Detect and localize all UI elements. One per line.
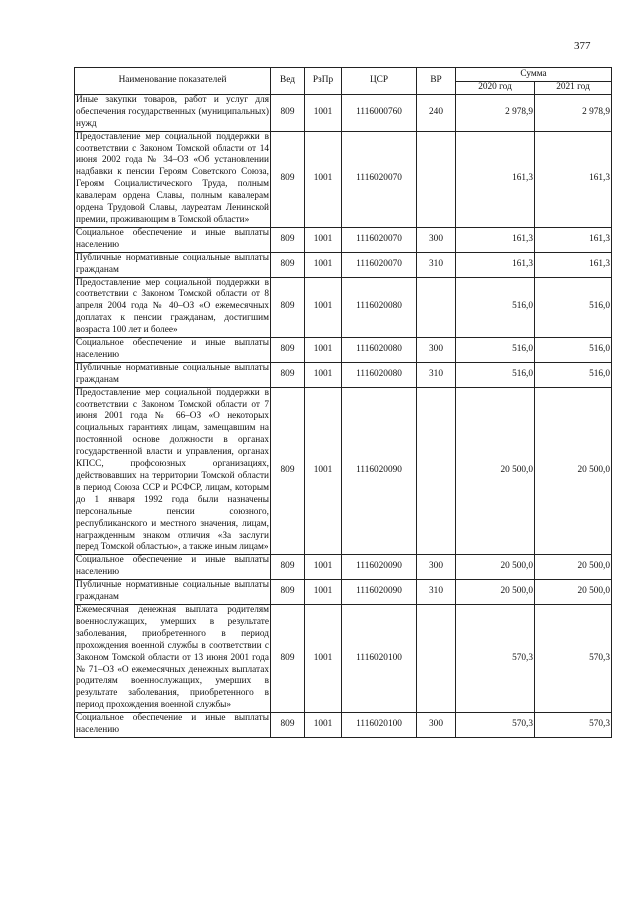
row-ved: 809 <box>271 131 305 227</box>
row-name: Социальное обеспечение и иные выплаты населению <box>75 713 271 738</box>
row-rzpr: 1001 <box>305 555 342 580</box>
row-ved: 809 <box>271 227 305 252</box>
page-number: 377 <box>574 40 591 52</box>
row-2020: 20 500,0 <box>456 580 535 605</box>
row-vr <box>417 604 456 712</box>
header-rzpr: РзПр <box>305 68 342 95</box>
header-2021: 2021 год <box>535 82 612 95</box>
row-name: Предоставление мер социальной поддержки в соответствии с Законом Томской области от 7 июня 2001 года № 66–ОЗ «О некоторых социальных гарантиях лицам, замещавшим на постоянной основе должности в органах государственной власти и управления, органах КПСС, профсоюзных организациях, действовавших на территории Томской области в период Союза ССР и РСФСР, лицам, которым до 1 января 1992 года были назначены персональные пенсии союзного, республиканского и местного значения, лицам, награжденным знаком отличия «За заслуги перед Томской областью», а также иным лицам» <box>75 387 271 555</box>
row-csr: 1116020090 <box>342 580 417 605</box>
row-rzpr: 1001 <box>305 713 342 738</box>
table-row <box>75 713 612 738</box>
row-2021: 161,3 <box>535 252 612 277</box>
row-csr: 1116020100 <box>342 604 417 712</box>
row-2021: 570,3 <box>535 713 612 738</box>
table-row <box>75 277 612 338</box>
row-2021: 570,3 <box>535 604 612 712</box>
row-csr: 1116020070 <box>342 252 417 277</box>
row-rzpr: 1001 <box>305 387 342 555</box>
row-rzpr: 1001 <box>305 252 342 277</box>
row-2020: 516,0 <box>456 277 535 338</box>
row-name: Социальное обеспечение и иные выплаты населению <box>75 555 271 580</box>
row-name: Публичные нормативные социальные выплаты гражданам <box>75 252 271 277</box>
header-sum: Сумма <box>456 68 612 82</box>
row-ved: 809 <box>271 94 305 131</box>
row-ved: 809 <box>271 338 305 363</box>
row-vr: 310 <box>417 362 456 387</box>
row-vr: 300 <box>417 338 456 363</box>
row-2021: 20 500,0 <box>535 580 612 605</box>
row-name: Иные закупки товаров, работ и услуг для обеспечения государственных (муниципальных) нужд <box>75 94 271 131</box>
row-2020: 516,0 <box>456 362 535 387</box>
row-rzpr: 1001 <box>305 604 342 712</box>
table-row <box>75 580 612 605</box>
row-2021: 20 500,0 <box>535 387 612 555</box>
row-vr: 300 <box>417 713 456 738</box>
row-vr: 310 <box>417 580 456 605</box>
row-csr: 1116020090 <box>342 387 417 555</box>
table-row <box>75 131 612 227</box>
row-ved: 809 <box>271 387 305 555</box>
table-row <box>75 604 612 712</box>
row-2021: 516,0 <box>535 338 612 363</box>
row-2020: 161,3 <box>456 227 535 252</box>
row-csr: 1116020070 <box>342 227 417 252</box>
header-vr: ВР <box>417 68 456 95</box>
row-csr: 1116020080 <box>342 277 417 338</box>
row-name: Ежемесячная денежная выплата родителям военнослужащих, умерших в результате заболевания, приобретенного в период прохождения военной службы в соответствии с Законом Томской области от 13 июня 2001 года № 71–ОЗ «О ежемесячных денежных выплатах родителям военнослужащих, умерших в результате заболевания, приобретенного в период прохождения военной службы» <box>75 604 271 712</box>
row-ved: 809 <box>271 580 305 605</box>
table-row <box>75 362 612 387</box>
row-name: Социальное обеспечение и иные выплаты населению <box>75 227 271 252</box>
row-vr <box>417 277 456 338</box>
table-row <box>75 227 612 252</box>
row-2020: 161,3 <box>456 252 535 277</box>
row-csr: 1116020080 <box>342 338 417 363</box>
row-ved: 809 <box>271 252 305 277</box>
row-rzpr: 1001 <box>305 362 342 387</box>
header-ved: Вед <box>271 68 305 95</box>
row-name: Социальное обеспечение и иные выплаты населению <box>75 338 271 363</box>
row-2020: 570,3 <box>456 604 535 712</box>
table-row <box>75 387 612 555</box>
row-rzpr: 1001 <box>305 277 342 338</box>
row-name: Публичные нормативные социальные выплаты гражданам <box>75 362 271 387</box>
row-csr: 1116020090 <box>342 555 417 580</box>
row-ved: 809 <box>271 362 305 387</box>
header-name: Наименование показателей <box>75 68 271 95</box>
row-rzpr: 1001 <box>305 338 342 363</box>
row-2020: 2 978,9 <box>456 94 535 131</box>
row-vr: 240 <box>417 94 456 131</box>
row-vr <box>417 131 456 227</box>
table-row <box>75 94 612 131</box>
row-vr: 300 <box>417 555 456 580</box>
row-2020: 20 500,0 <box>456 387 535 555</box>
row-rzpr: 1001 <box>305 131 342 227</box>
row-name: Публичные нормативные социальные выплаты гражданам <box>75 580 271 605</box>
row-2021: 2 978,9 <box>535 94 612 131</box>
row-2021: 516,0 <box>535 277 612 338</box>
row-vr <box>417 387 456 555</box>
row-ved: 809 <box>271 277 305 338</box>
row-2020: 20 500,0 <box>456 555 535 580</box>
row-vr: 310 <box>417 252 456 277</box>
row-name: Предоставление мер социальной поддержки в соответствии с Законом Томской области от 14 июня 2002 года № 34–ОЗ «Об установлении надбавки к пенсии Героям Советского Союза, Героям Социалистического Труда, полным кавалерам ордена Славы, полным кавалерам ордена Трудовой Славы, лауреатам Ленинской премии, проживающим в Томской области» <box>75 131 271 227</box>
header-csr: ЦСР <box>342 68 417 95</box>
row-ved: 809 <box>271 713 305 738</box>
row-2021: 161,3 <box>535 131 612 227</box>
table-row <box>75 252 612 277</box>
row-csr: 1116020100 <box>342 713 417 738</box>
table-row <box>75 338 612 363</box>
header-2020: 2020 год <box>456 82 535 95</box>
budget-table <box>74 67 612 738</box>
row-2020: 161,3 <box>456 131 535 227</box>
row-ved: 809 <box>271 555 305 580</box>
row-2021: 161,3 <box>535 227 612 252</box>
row-csr: 1116020080 <box>342 362 417 387</box>
row-ved: 809 <box>271 604 305 712</box>
row-2020: 570,3 <box>456 713 535 738</box>
row-vr: 300 <box>417 227 456 252</box>
row-csr: 1116020070 <box>342 131 417 227</box>
row-rzpr: 1001 <box>305 94 342 131</box>
table-row <box>75 555 612 580</box>
row-rzpr: 1001 <box>305 227 342 252</box>
row-name: Предоставление мер социальной поддержки в соответствии с Законом Томской области от 8 апреля 2004 года № 40–ОЗ «О ежемесячных доплатах к пенсии гражданам, достигшим возраста 100 лет и более» <box>75 277 271 338</box>
row-2020: 516,0 <box>456 338 535 363</box>
row-rzpr: 1001 <box>305 580 342 605</box>
row-2021: 516,0 <box>535 362 612 387</box>
row-csr: 1116000760 <box>342 94 417 131</box>
row-2021: 20 500,0 <box>535 555 612 580</box>
